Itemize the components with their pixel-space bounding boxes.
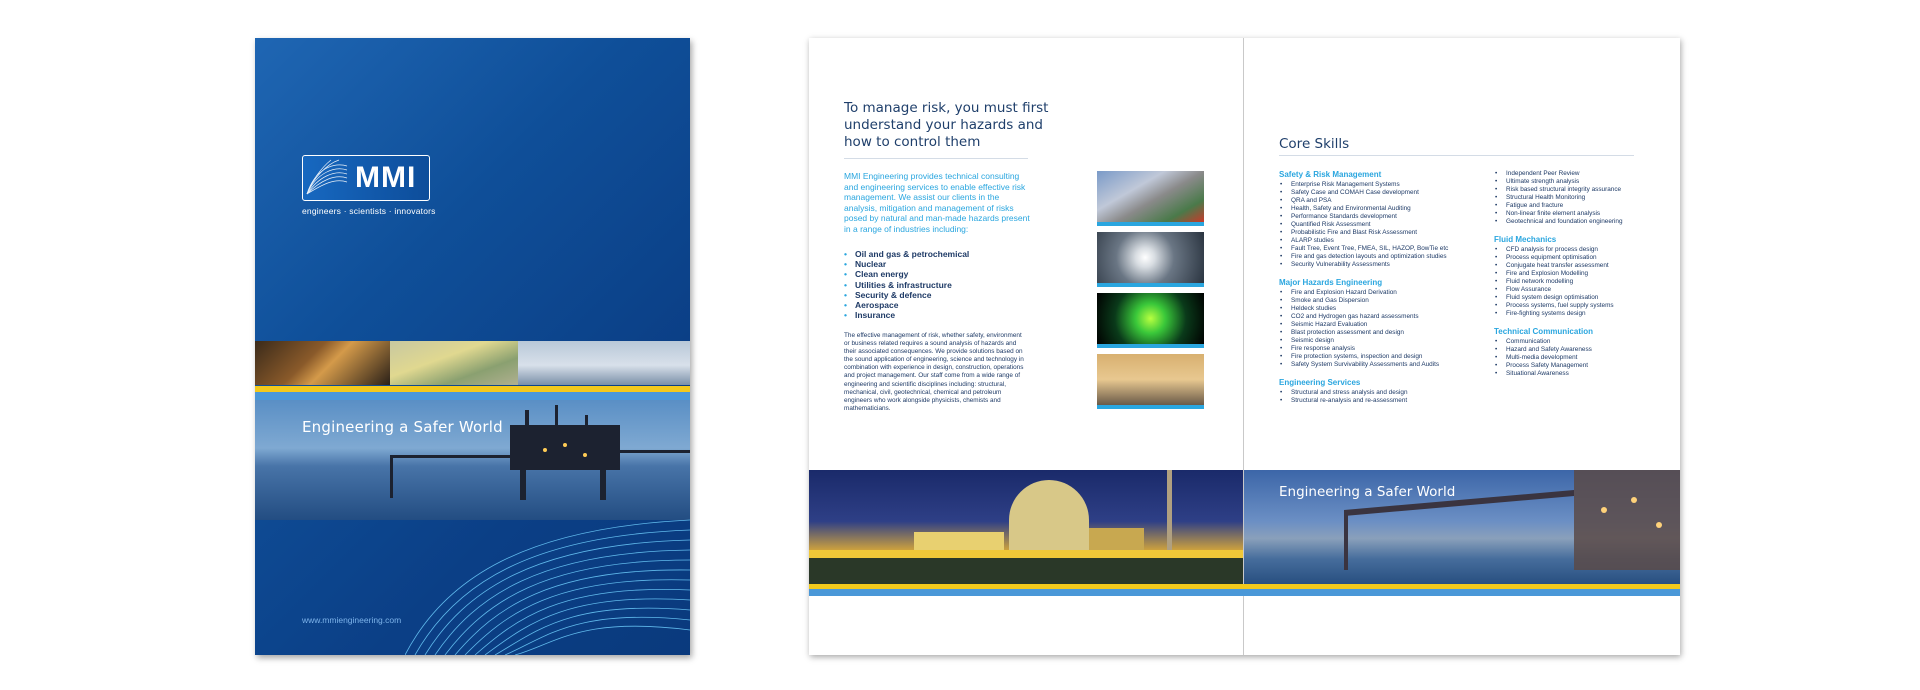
plant-model-photo (390, 341, 518, 385)
nuclear-plant-photo (809, 470, 1243, 584)
list-item: • Fire and gas detection layouts and optimization studies (1279, 253, 1489, 261)
list-item: • Insurance (844, 310, 896, 321)
list-item: • Utilities & infrastructure (844, 279, 952, 290)
list-item: • Health, Safety and Environmental Auditing (1279, 205, 1489, 213)
list-item: • QRA and PSA (1279, 197, 1489, 205)
list-item: • Smoke and Gas Dispersion (1279, 297, 1489, 305)
skills-list (1494, 246, 1674, 318)
plant-silhouette (809, 470, 1243, 584)
wind-turbines-photo (518, 341, 690, 385)
list-item: • Risk based structural integrity assurance (1494, 186, 1674, 194)
cfd-simulation-thumbnail (1097, 293, 1204, 348)
inside-slogan: Engineering a Safer World (1279, 484, 1456, 500)
list-item: • Hazard and Safety Awareness (1494, 346, 1674, 354)
skills-list (1279, 181, 1489, 269)
list-item: • Process equipment optimisation (1494, 254, 1674, 262)
list-item: • CFD analysis for process design (1494, 246, 1674, 254)
cover-website-url: www.mmiengineering.com (302, 615, 402, 625)
list-item: • Fluid network modelling (1494, 278, 1674, 286)
mmi-logo (302, 155, 430, 201)
cover-blue-band (255, 392, 690, 400)
list-item: • Non-linear finite element analysis (1494, 210, 1674, 218)
thumbnail-column (1097, 171, 1205, 415)
list-item: • Seismic Hazard Evaluation (1279, 321, 1489, 329)
intro-paragraph: MMI Engineering provides technical consulting and engineering services to enable effective risk management. We assist our clients in the analysis, mitigation and management of risks posed by natural and man-made hazards present in a range of industries including: (844, 171, 1030, 234)
list-item: • Performance Standards development (1279, 213, 1489, 221)
inside-left-heading: To manage risk, you must first understand your hazards and how to control them (844, 100, 1049, 150)
hurricane-thumbnail (1097, 232, 1204, 287)
skills-list (1494, 170, 1674, 226)
skills-list (1279, 289, 1489, 369)
list-item: • Security & defence (844, 289, 932, 300)
list-item: • Oil and gas & petrochemical (844, 249, 970, 259)
section-title: Major Hazards Engineering (1279, 278, 1383, 287)
ship-model-thumbnail (1097, 171, 1204, 226)
list-item: • Independent Peer Review (1494, 170, 1674, 178)
list-item: • Safety Case and COMAH Case development (1279, 189, 1489, 197)
refinery-photo (255, 341, 390, 385)
list-item: • Fire-fighting systems design (1494, 310, 1674, 318)
cover-tagline: engineers · scientists · innovators (302, 206, 436, 216)
industries-list (844, 249, 969, 320)
list-item: • Fire and Explosion Modelling (1494, 270, 1674, 278)
list-item: • Fluid system design optimisation (1494, 294, 1674, 302)
list-item: • Process systems, fuel supply systems (1494, 302, 1674, 310)
list-item: • Fault Tree, Event Tree, FMEA, SIL, HAZOP, BowTie etc (1279, 245, 1489, 253)
list-item: • Seismic design (1279, 337, 1489, 345)
list-item: • Heldeck studies (1279, 305, 1489, 313)
skills-column-1 (1279, 170, 1489, 414)
list-item: • Geotechnical and foundation engineering (1494, 218, 1674, 226)
list-item: • Process Safety Management (1494, 362, 1674, 370)
list-item: • Structural re-analysis and re-assessment (1279, 397, 1489, 405)
brochure-inside-spread (809, 38, 1680, 655)
skills-list (1494, 338, 1674, 378)
wave-graphic (405, 508, 690, 655)
list-item: • Flow Assurance (1494, 286, 1674, 294)
list-item: • Clean energy (844, 269, 909, 280)
list-item: • Structural Health Monitoring (1494, 194, 1674, 202)
list-item: • Enterprise Risk Management Systems (1279, 181, 1489, 189)
section-title: Fluid Mechanics (1494, 235, 1557, 244)
list-item: • Structural and stress analysis and design (1279, 389, 1489, 397)
list-item: • Fatigue and fracture (1494, 202, 1674, 210)
skills-list (1279, 389, 1489, 405)
list-item: • Security Vulnerability Assessments (1279, 261, 1489, 269)
list-item: • CO2 and Hydrogen gas hazard assessments (1279, 313, 1489, 321)
section-title: Safety & Risk Management (1279, 170, 1382, 179)
inside-blue-band (809, 589, 1680, 596)
list-item: • Fire response analysis (1279, 345, 1489, 353)
list-item: • Multi-media development (1494, 354, 1674, 362)
list-item: • Safety System Survivability Assessments and Audits (1279, 361, 1489, 369)
list-item: • Probabilistic Fire and Blast Risk Assessment (1279, 229, 1489, 237)
skills-column-2 (1494, 170, 1674, 387)
section-title: Technical Communication (1494, 327, 1593, 336)
list-item: • Fire and Explosion Hazard Derivation (1279, 289, 1489, 297)
logo-swirl-icon (305, 158, 349, 198)
logo-wordmark: MMI (355, 161, 417, 194)
list-item: • Aerospace (844, 300, 899, 311)
body-paragraph: The effective management of risk, whether safety, environment or business related requires a sound analysis of hazards and their associated consequences. We provide solutions based on the sound application of engineering, science and technology in combination with experience in design, construction, operations and project management. Our staff come from a wide range of engineering and scientific disciplines including: structural, mechanical, civil, geotechnical, chemical and petroleum engineers who work alongside physicists, chemists and mathematicians. (844, 332, 1024, 412)
section-title: Engineering Services (1279, 378, 1361, 387)
list-item: • Fire protection systems, inspection and design (1279, 353, 1489, 361)
inside-right-heading: Core Skills (1279, 136, 1350, 152)
cover-slogan: Engineering a Safer World (302, 418, 503, 436)
list-item: • Quantified Risk Assessment (1279, 221, 1489, 229)
list-item: • Ultimate strength analysis (1494, 178, 1674, 186)
heading-divider (844, 158, 1028, 159)
brochure-front-cover (255, 38, 690, 655)
list-item: • Conjugate heat transfer assessment (1494, 262, 1674, 270)
aircraft-thumbnail (1097, 354, 1204, 409)
cover-photo-strip (255, 341, 690, 385)
list-item: • Communication (1494, 338, 1674, 346)
list-item: • Situational Awareness (1494, 370, 1674, 378)
heading-divider (1279, 155, 1634, 156)
list-item: • Blast protection assessment and design (1279, 329, 1489, 337)
list-item: • ALARP studies (1279, 237, 1489, 245)
list-item: • Nuclear (844, 259, 887, 270)
